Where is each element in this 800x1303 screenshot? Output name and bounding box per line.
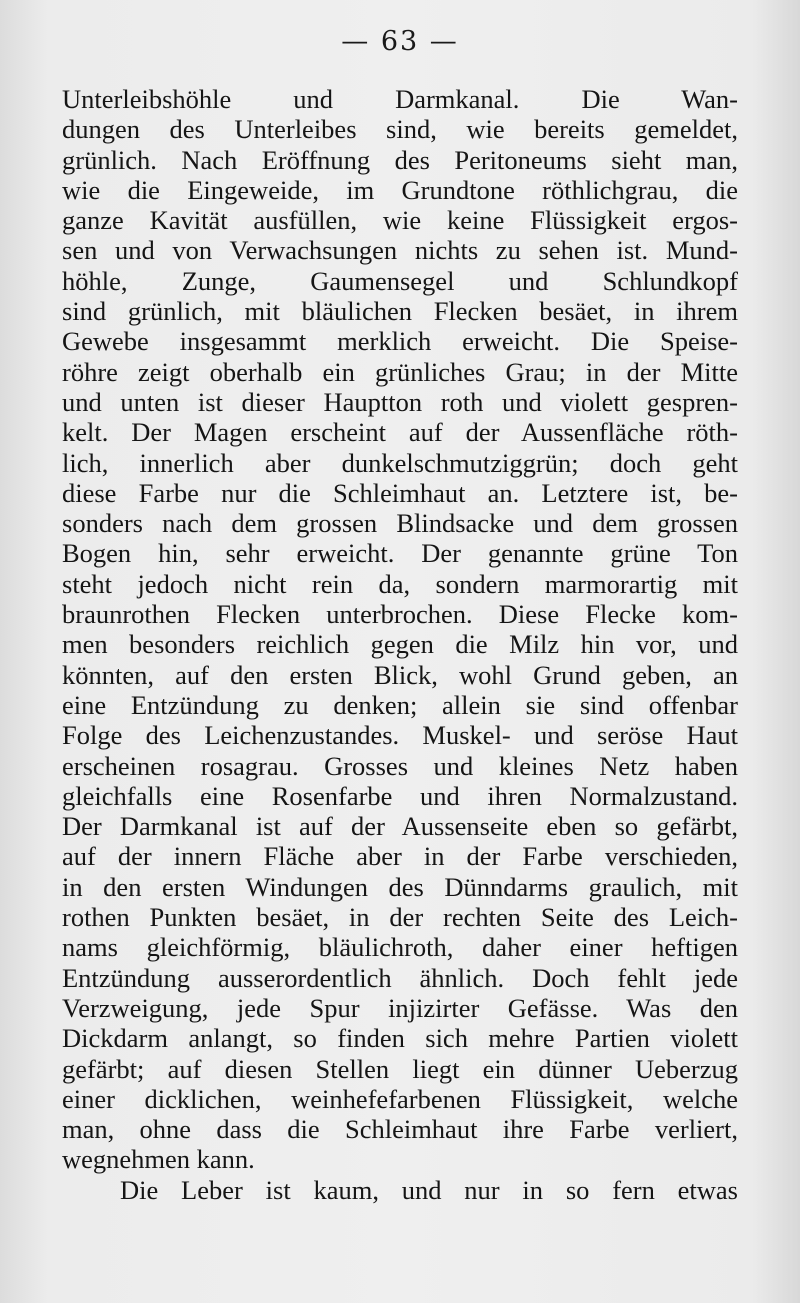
- text-line: kelt. Der Magen erscheint auf der Aussenfläche röth-: [62, 417, 738, 448]
- text-line: grünlich. Nach Eröffnung des Peritoneums sieht man,: [62, 144, 738, 175]
- text-line: sind grünlich, mit bläulichen Flecken besäet, in ihrem: [62, 296, 738, 327]
- text-line: Unterleibshöhle und Darmkanal. Die Wan-: [62, 84, 738, 114]
- text-line: sonders nach dem grossen Blindsacke und dem grossen: [62, 508, 738, 539]
- page-number: — 63 —: [341, 26, 459, 57]
- text-line: Verzweigung, jede Spur injizirter Gefässe. Was den: [62, 992, 738, 1023]
- text-line: in den ersten Windungen des Dünndarms graulich, mit: [62, 871, 738, 902]
- text-line: könnten, auf den ersten Blick, wohl Grund geben, an: [62, 659, 738, 690]
- text-line: sen und von Verwachsungen nichts zu sehen ist. Mund-: [62, 235, 738, 266]
- body-text: [62, 84, 738, 1205]
- text-line: rothen Punkten besäet, in der rechten Seite des Leich-: [62, 902, 738, 933]
- text-line: gleichfalls eine Rosenfarbe und ihren Normalzustand.: [62, 780, 738, 811]
- text-line: höhle, Zunge, Gaumensegel und Schlundkopf: [62, 265, 738, 296]
- text-line: eine Entzündung zu denken; allein sie sind offenbar: [62, 689, 738, 720]
- text-line: wegnehmen kann.: [62, 1144, 255, 1175]
- text-line: braunrothen Flecken unterbrochen. Diese Flecke kom-: [62, 599, 738, 630]
- text-line: Dickdarm anlangt, so finden sich mehre Partien violett: [62, 1023, 738, 1054]
- text-line: Bogen hin, sehr erweicht. Der genannte grüne Ton: [62, 538, 738, 569]
- text-line: Folge des Leichenzustandes. Muskel- und seröse Haut: [62, 720, 738, 751]
- text-line: dungen des Unterleibes sind, wie bereits gemeldet,: [62, 114, 738, 145]
- text-line: Die Leber ist kaum, und nur in so fern etwas: [120, 1174, 738, 1205]
- text-line: men besonders reichlich gegen die Milz hin vor, und: [62, 629, 738, 660]
- text-line: lich, innerlich aber dunkelschmutziggrün; doch geht: [62, 447, 738, 478]
- text-line: einer dicklichen, weinhefefarbenen Flüssigkeit, welche: [62, 1083, 738, 1114]
- text-line: und unten ist dieser Hauptton roth und violett gespren-: [62, 386, 738, 417]
- text-line: gefärbt; auf diesen Stellen liegt ein dünner Ueberzug: [62, 1053, 738, 1084]
- text-line: ganze Kavität ausfüllen, wie keine Flüssigkeit ergos-: [62, 205, 738, 236]
- text-line: röhre zeigt oberhalb ein grünliches Grau; in der Mitte: [62, 356, 738, 387]
- text-line: man, ohne dass die Schleimhaut ihre Farbe verliert,: [62, 1114, 738, 1145]
- text-line: auf der innern Fläche aber in der Farbe verschieden,: [62, 841, 738, 872]
- text-line: Der Darmkanal ist auf der Aussenseite eben so gefärbt,: [62, 811, 738, 842]
- text-line: wie die Eingeweide, im Grundtone röthlichgrau, die: [62, 174, 738, 205]
- text-line: Entzündung ausserordentlich ähnlich. Doch fehlt jede: [62, 962, 738, 993]
- text-line: nams gleichförmig, bläulichroth, daher einer heftigen: [62, 932, 738, 963]
- text-line: diese Farbe nur die Schleimhaut an. Letztere ist, be-: [62, 477, 738, 508]
- text-line: Gewebe insgesammt merklich erweicht. Die Speise-: [62, 326, 738, 357]
- text-line: erscheinen rosagrau. Grosses und kleines Netz haben: [62, 750, 738, 781]
- text-line: steht jedoch nicht rein da, sondern marmorartig mit: [62, 568, 738, 599]
